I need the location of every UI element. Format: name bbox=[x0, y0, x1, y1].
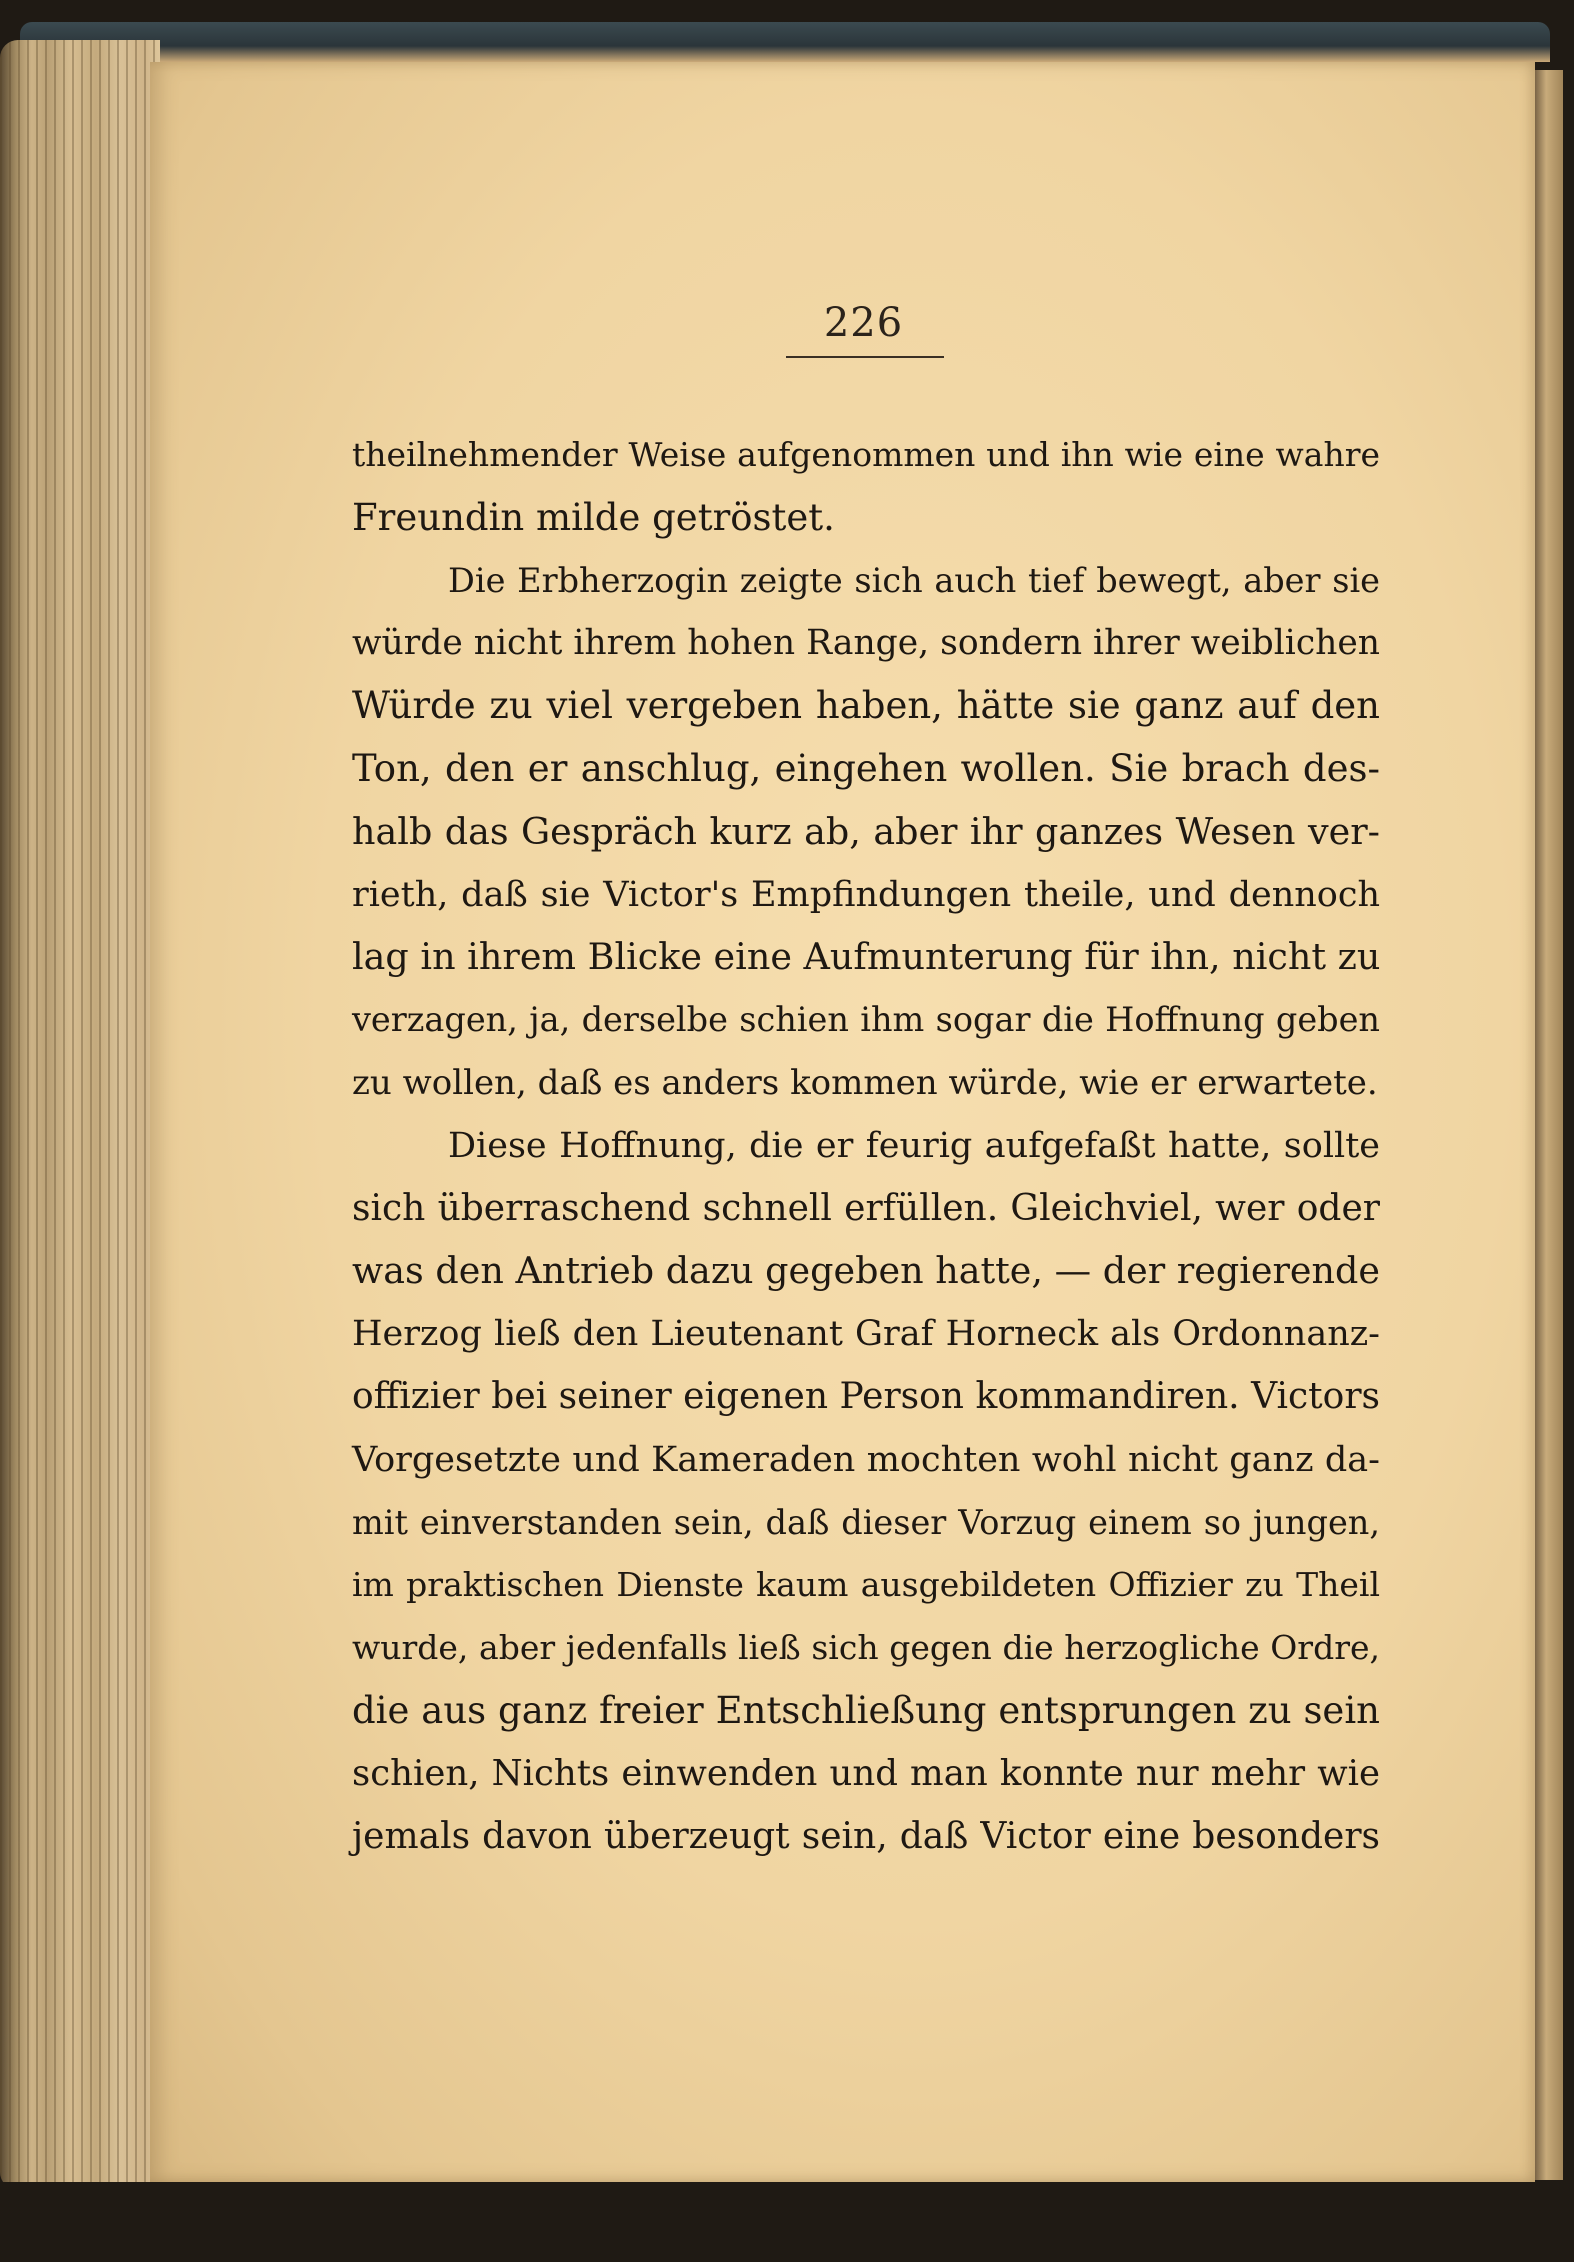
text-line: was den Antrieb dazu gegeben hatte, — der regierende bbox=[352, 1249, 1380, 1293]
text-line: offizier bei seiner eigenen Person kommandiren. Victors bbox=[352, 1375, 1380, 1417]
text-line: Freundin milde getröstet. bbox=[352, 495, 835, 539]
text-line: mit einverstanden sein, daß dieser Vorzug einem so jungen, bbox=[352, 1502, 1380, 1542]
text-line: Ton, den er anschlug, eingehen wollen. Sie brach des- bbox=[352, 746, 1380, 790]
book-cover-top-edge bbox=[20, 22, 1550, 62]
text-line: zu wollen, daß es anders kommen würde, wie er erwartete. bbox=[352, 1062, 1378, 1103]
text-line: Würde zu viel vergeben haben, hätte sie ganz auf den bbox=[352, 684, 1380, 728]
book-right-edge bbox=[1535, 70, 1563, 2180]
text-line: im praktischen Dienste kaum ausgebildeten Offizier zu Theil bbox=[352, 1565, 1380, 1605]
text-line: Herzog ließ den Lieutenant Graf Horneck als Ordonnanz- bbox=[352, 1314, 1380, 1355]
text-line: theilnehmender Weise aufgenommen und ihn wie eine wahre bbox=[352, 435, 1380, 474]
text-line: schien, Nichts einwenden und man konnte nur mehr wie bbox=[352, 1752, 1380, 1794]
text-line: würde nicht ihrem hohen Range, sondern ihrer weiblichen bbox=[352, 623, 1380, 664]
text-line: wurde, aber jedenfalls ließ sich gegen die herzogliche Ordre, bbox=[352, 1628, 1380, 1668]
page-stack-edges bbox=[0, 40, 160, 2190]
page-number: 226 bbox=[823, 300, 904, 346]
text-line: jemals davon überzeugt sein, daß Victor eine besonders bbox=[352, 1815, 1380, 1857]
text-line: verzagen, ja, derselbe schien ihm sogar die Hoffnung geben bbox=[352, 1000, 1380, 1040]
body-text bbox=[352, 424, 1380, 1868]
text-line: halb das Gespräch kurz ab, aber ihr ganzes Wesen ver- bbox=[352, 809, 1380, 853]
text-line: Die Erbherzogin zeigte sich auch tief bewegt, aber sie bbox=[448, 560, 1380, 600]
text-line: Diese Hoffnung, die er feurig aufgefaßt hatte, sollte bbox=[448, 1125, 1380, 1166]
text-line: lag in ihrem Blicke eine Aufmunterung für ihn, nicht zu bbox=[352, 935, 1381, 979]
text-line: rieth, daß sie Victor's Empfindungen theile, und dennoch bbox=[352, 874, 1380, 915]
text-line: die aus ganz freier Entschließung entsprungen zu sein bbox=[352, 1688, 1380, 1732]
text-line: Vorgesetzte und Kameraden mochten wohl nicht ganz da- bbox=[352, 1439, 1380, 1480]
page-number-rule bbox=[786, 356, 944, 358]
text-line: sich überraschend schnell erfüllen. Gleichviel, wer oder bbox=[352, 1187, 1380, 1229]
background-shadow bbox=[0, 2182, 1574, 2262]
